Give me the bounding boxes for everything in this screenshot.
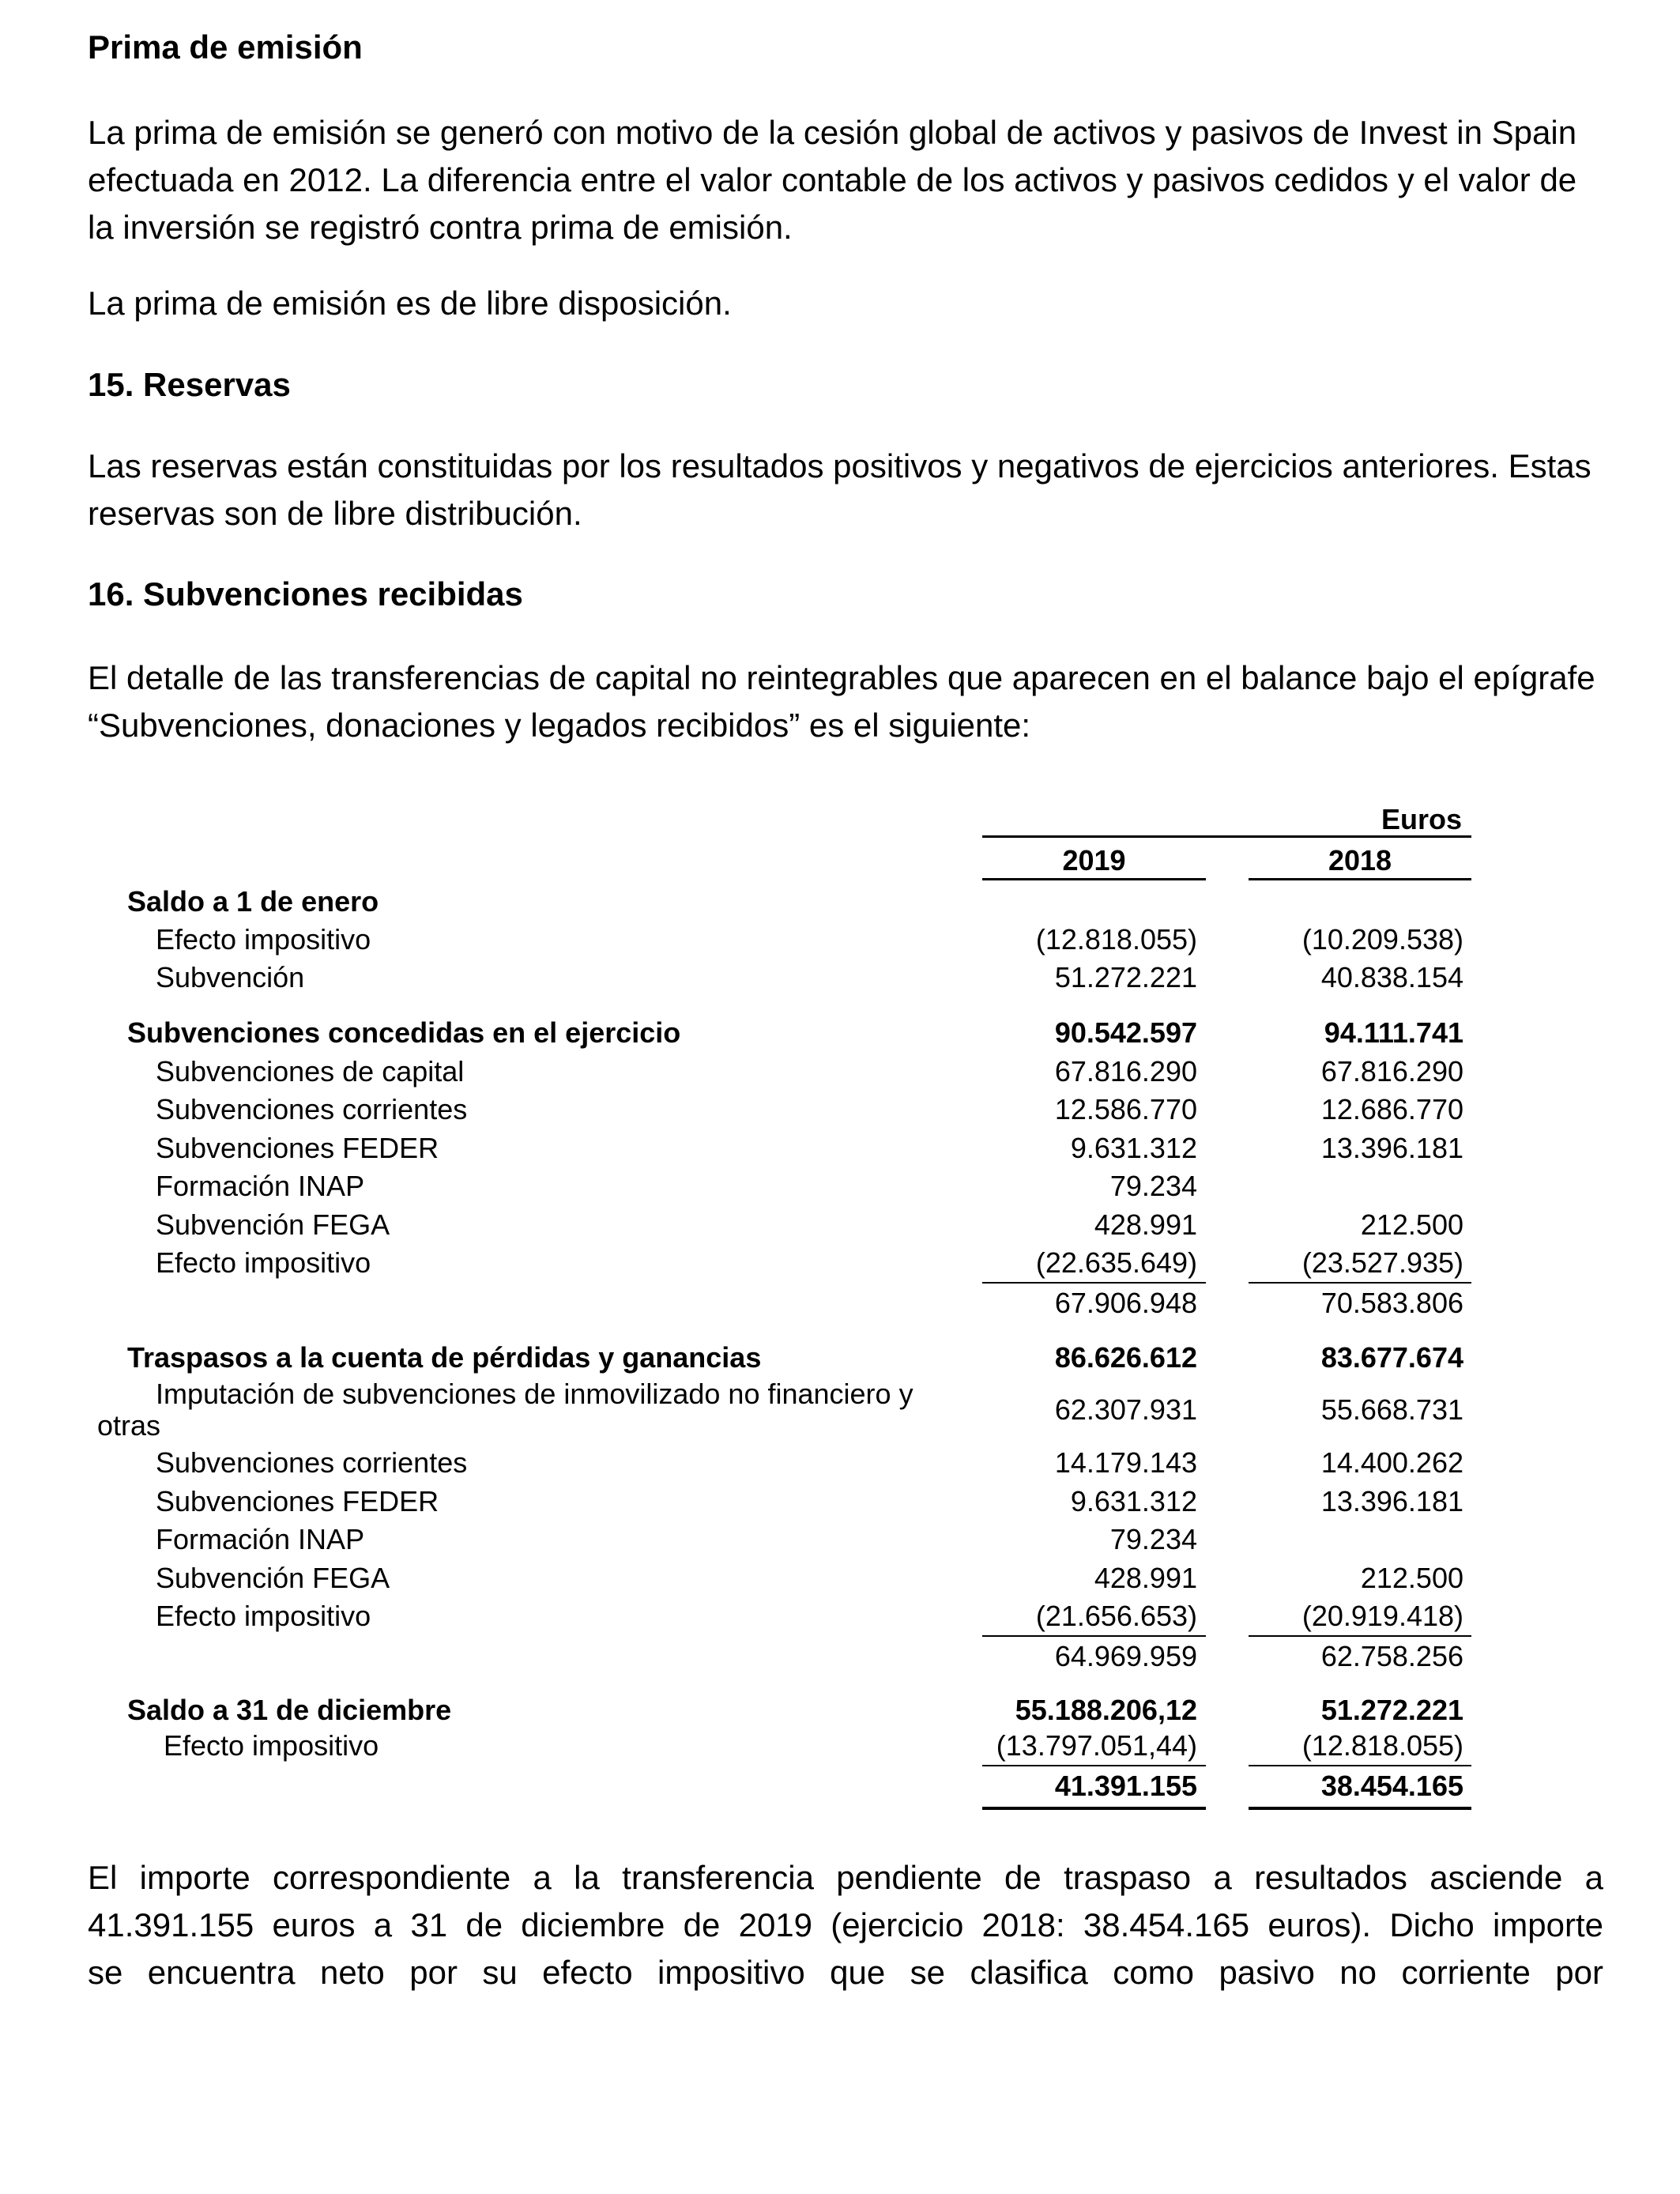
subvenciones-title: 16. Subvenciones recibidas (88, 575, 523, 613)
value-2018: 13.396.181 (1320, 1132, 1463, 1164)
value-2018: 51.272.221 (1320, 1694, 1463, 1726)
value-2018: (23.527.935) (1301, 1246, 1463, 1279)
value-2019: 90.542.597 (1054, 1016, 1197, 1049)
value-2019: 428.991 (1094, 1208, 1197, 1241)
row-label: Subvención (156, 961, 305, 993)
row-label: Subvenciones de capital (156, 1055, 465, 1088)
value-2019: (22.635.649) (1035, 1246, 1197, 1279)
row-label: Subvenciones concedidas en el ejercicio (127, 1016, 681, 1049)
value-2018: (12.818.055) (1301, 1729, 1463, 1762)
value-2018: 14.400.262 (1320, 1446, 1463, 1479)
row-label: Efecto impositivo (164, 1729, 379, 1762)
value-2018: 55.668.731 (1320, 1393, 1463, 1426)
closing-line-2: 41.391.155 euros a 31 de diciembre de 2019 (ejercicio 2018: 38.454.165 euros). Dicho importe (88, 1906, 1603, 1943)
value-2018: 40.838.154 (1320, 961, 1463, 993)
value-2019: 12.586.770 (1054, 1093, 1197, 1125)
value-2019: 79.234 (1109, 1170, 1197, 1202)
value-2018: 67.816.290 (1320, 1055, 1463, 1088)
subtotal-2019: 67.906.948 (1054, 1287, 1197, 1319)
subvenciones-paragraph: El detalle de las transferencias de capital no reintegrables que aparecen en el balance bajo el epígrafe “Subvenciones, donaciones y legados recibidos” es el siguiente: (88, 659, 1595, 744)
header-rule-top (982, 835, 1471, 838)
value-2019: 428.991 (1094, 1562, 1197, 1594)
row-label: Subvenciones FEDER (156, 1132, 439, 1164)
subtotal-2019: 64.969.959 (1054, 1640, 1197, 1672)
value-2018: 94.111.741 (1324, 1016, 1463, 1049)
total-rule-2019 (982, 1765, 1206, 1766)
value-2019: 62.307.931 (1054, 1393, 1197, 1426)
col-2018-header: 2018 (1328, 844, 1392, 876)
value-2018: (20.919.418) (1301, 1600, 1463, 1632)
col-2018-header-rule (1249, 878, 1471, 880)
final-rule-2018 (1249, 1807, 1471, 1810)
value-2019: 67.816.290 (1054, 1055, 1197, 1088)
value-2019: (13.797.051,44) (996, 1729, 1197, 1762)
prima-emision-paragraph-2: La prima de emisión es de libre disposición. (88, 285, 732, 322)
row-label: Efecto impositivo (156, 923, 371, 956)
value-2019: 55.188.206,12 (1015, 1694, 1197, 1726)
value-2019: (21.656.653) (1035, 1600, 1197, 1632)
total-rule-2018 (1249, 1765, 1471, 1766)
col-2019-header-rule (982, 878, 1206, 880)
value-2019: 51.272.221 (1054, 961, 1197, 993)
subtotal-2018: 62.758.256 (1320, 1640, 1463, 1672)
row-label: Subvención FEGA (156, 1208, 390, 1241)
value-2019: 86.626.612 (1054, 1341, 1197, 1374)
total-2019: 41.391.155 (1054, 1770, 1197, 1802)
final-rule-2019 (982, 1807, 1206, 1810)
row-label: Subvención FEGA (156, 1562, 390, 1594)
row-label: Traspasos a la cuenta de pérdidas y ganancias (127, 1341, 762, 1374)
row-label: Subvenciones corrientes (156, 1093, 468, 1125)
value-2018: 83.677.674 (1320, 1341, 1463, 1374)
value-2018: 13.396.181 (1320, 1485, 1463, 1517)
value-2019: 9.631.312 (1070, 1485, 1197, 1517)
subtotal-2018: 70.583.806 (1320, 1287, 1463, 1319)
value-2018: (10.209.538) (1301, 923, 1463, 956)
value-2018: 12.686.770 (1320, 1093, 1463, 1125)
subtotal-rule-2018 (1249, 1635, 1471, 1637)
row-label: Formación INAP (156, 1523, 365, 1555)
value-2019: (12.818.055) (1035, 923, 1197, 956)
value-2018: 212.500 (1360, 1208, 1463, 1241)
row-label: Subvenciones FEDER (156, 1485, 439, 1517)
value-2019: 9.631.312 (1070, 1132, 1197, 1164)
subtotal-rule-2018 (1249, 1282, 1471, 1284)
reservas-paragraph: Las reservas están constituidas por los resultados positivos y negativos de ejercicios anteriores. Estas reservas son de libre distribución. (88, 447, 1591, 532)
row-label: Subvenciones corrientes (156, 1446, 468, 1479)
row-label: Efecto impositivo (156, 1600, 371, 1632)
row-label: Saldo a 1 de enero (127, 885, 379, 918)
closing-line-1: El importe correspondiente a la transferencia pendiente de traspaso a resultados asciende a (88, 1859, 1603, 1896)
row-label-continuation: otras (97, 1409, 161, 1442)
currency-header: Euros (1381, 803, 1462, 835)
col-2019-header: 2019 (1062, 844, 1126, 876)
prima-emision-title: Prima de emisión (88, 28, 363, 66)
row-label: Imputación de subvenciones de inmovilizado no financiero y (156, 1378, 913, 1410)
subtotal-rule-2019 (982, 1635, 1206, 1637)
closing-line-3: se encuentra neto por su efecto impositivo que se clasifica como pasivo no corriente por (88, 1954, 1603, 1991)
value-2019: 14.179.143 (1054, 1446, 1197, 1479)
total-2018: 38.454.165 (1320, 1770, 1463, 1802)
subtotal-rule-2019 (982, 1282, 1206, 1284)
value-2019: 79.234 (1109, 1523, 1197, 1555)
row-label: Saldo a 31 de diciembre (127, 1694, 452, 1726)
row-label: Formación INAP (156, 1170, 365, 1202)
value-2018: 212.500 (1360, 1562, 1463, 1594)
prima-emision-paragraph-1: La prima de emisión se generó con motivo de la cesión global de activos y pasivos de Invest in Spain efectuada en 2012. La diferencia entre el valor contable de los activos y pasivos cedidos y el valor de la inversión se registró contra prima de emisión. (88, 114, 1577, 246)
reservas-title: 15. Reservas (88, 366, 291, 403)
row-label: Efecto impositivo (156, 1246, 371, 1279)
